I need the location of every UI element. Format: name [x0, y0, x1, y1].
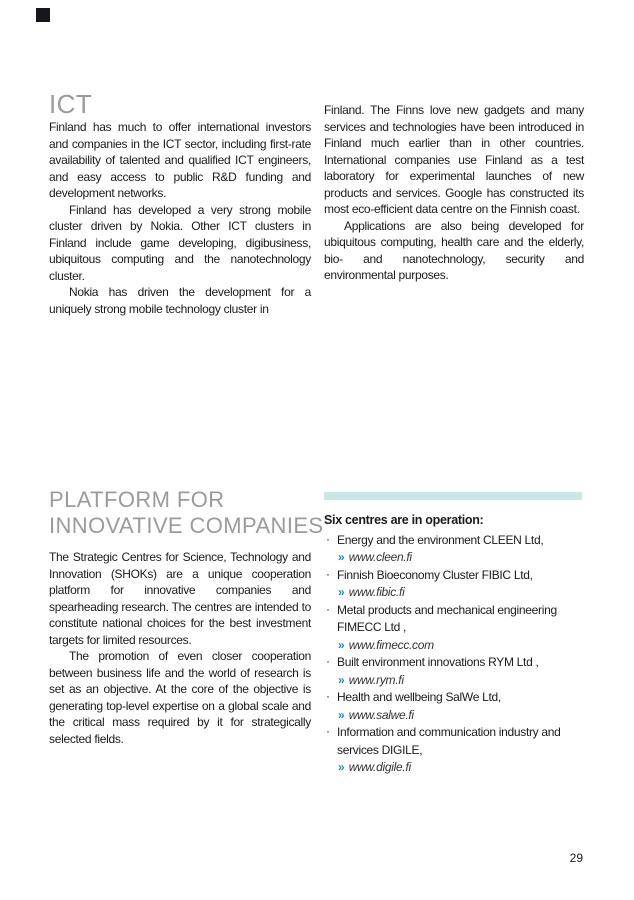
- centre-name: Built environment innovations RYM Ltd ,: [337, 655, 539, 669]
- ict-right-column: [324, 102, 584, 284]
- link-arrow-icon: »: [338, 672, 344, 687]
- paragraph: The Strategic Centres for Science, Technology and Innovation (SHOKs) are a unique cooperation platform for innovative companies and spearheading research. The centres are intended to constitute national choices for the best investment targets for limited resources.: [49, 550, 311, 647]
- centre-url[interactable]: www.fibic.fi: [348, 585, 405, 599]
- centre-name: Energy and the environment CLEEN Ltd,: [337, 532, 544, 547]
- centre-url[interactable]: www.fimecc.com: [348, 637, 434, 652]
- bullet-icon: ·: [326, 531, 330, 546]
- centre-url[interactable]: www.salwe.fi: [348, 707, 414, 722]
- list-item: [324, 654, 586, 689]
- centre-name: Information and communication industry and services DIGILE,: [337, 725, 561, 757]
- list-item: [324, 602, 586, 655]
- list-item: [324, 724, 586, 777]
- bullet-icon: ·: [326, 601, 330, 616]
- bullet-icon: ·: [326, 566, 330, 581]
- paragraph: Finland has much to offer international investors and companies in the ICT sector, including first-rate availability of talented and qualified ICT engineers, and easy access to public R&D funding and development networks.: [49, 120, 311, 200]
- link-arrow-icon: »: [338, 637, 344, 652]
- list-item: [324, 689, 586, 724]
- centre-link[interactable]: [337, 672, 586, 690]
- page-corner-mark: [36, 8, 50, 22]
- paragraph: Finland has developed a very strong mobile cluster driven by Nokia. Other ICT clusters in Finland include game developing, digibusiness, ubiquitous computing and the nanotechnology cluster.: [49, 202, 311, 283]
- centre-name: Metal products and mechanical engineering FIMECC Ltd ,: [337, 602, 557, 634]
- paragraph: Finland. The Finns love new gadgets and many services and technologies have been introduced in Finland much earlier than in other countries. International companies use Finland as a test laboratory for experimental launches of new products and services. Google has constructed its most eco-efficient data centre on the Finnish coast.: [324, 103, 584, 216]
- centres-list: [324, 532, 586, 777]
- bullet-icon: ·: [326, 724, 330, 738]
- accent-bar: [324, 492, 582, 500]
- link-arrow-icon: »: [338, 707, 344, 722]
- centre-link[interactable]: [337, 584, 586, 602]
- list-item: [324, 532, 586, 567]
- page-number: 29: [569, 851, 583, 865]
- list-item: [324, 567, 586, 602]
- link-arrow-icon: »: [338, 760, 344, 774]
- bullet-icon: ·: [326, 689, 330, 703]
- centre-url[interactable]: www.rym.fi: [348, 672, 404, 687]
- paragraph: Nokia has driven the development for a uniquely strong mobile technology cluster in: [49, 285, 311, 316]
- centres-intro: Six centres are in operation:: [324, 513, 484, 527]
- centre-link[interactable]: [337, 707, 586, 725]
- centres-panel: [324, 512, 586, 777]
- ict-left-column: [49, 119, 311, 317]
- paragraph: The promotion of even closer cooperation between business life and the world of research is set as an objective. At the core of the objective is generating top-level expertise on a global scale and the critical mass required by it for strategically selected fields.: [49, 649, 311, 746]
- link-arrow-icon: »: [338, 550, 344, 564]
- section-heading-ict: ICT: [49, 89, 93, 119]
- centre-name: Finnish Bioeconomy Cluster FIBIC Ltd,: [337, 567, 533, 582]
- link-arrow-icon: »: [338, 585, 344, 599]
- centre-link[interactable]: [337, 637, 586, 655]
- centre-url[interactable]: www.cleen.fi: [348, 550, 412, 564]
- paragraph: Applications are also being developed for ubiquitous computing, health care and the elderly, bio- and nanotechnology, security and environmental purposes.: [324, 218, 584, 282]
- platform-left-column: [49, 549, 311, 747]
- section-heading-platform: PLATFORM FOR INNOVATIVE COMPANIES: [49, 487, 324, 538]
- centre-link[interactable]: [337, 759, 586, 777]
- centre-link[interactable]: [337, 549, 586, 567]
- bullet-icon: ·: [326, 654, 330, 668]
- centre-url[interactable]: www.digile.fi: [348, 760, 411, 774]
- centre-name: Health and wellbeing SalWe Ltd,: [337, 690, 501, 704]
